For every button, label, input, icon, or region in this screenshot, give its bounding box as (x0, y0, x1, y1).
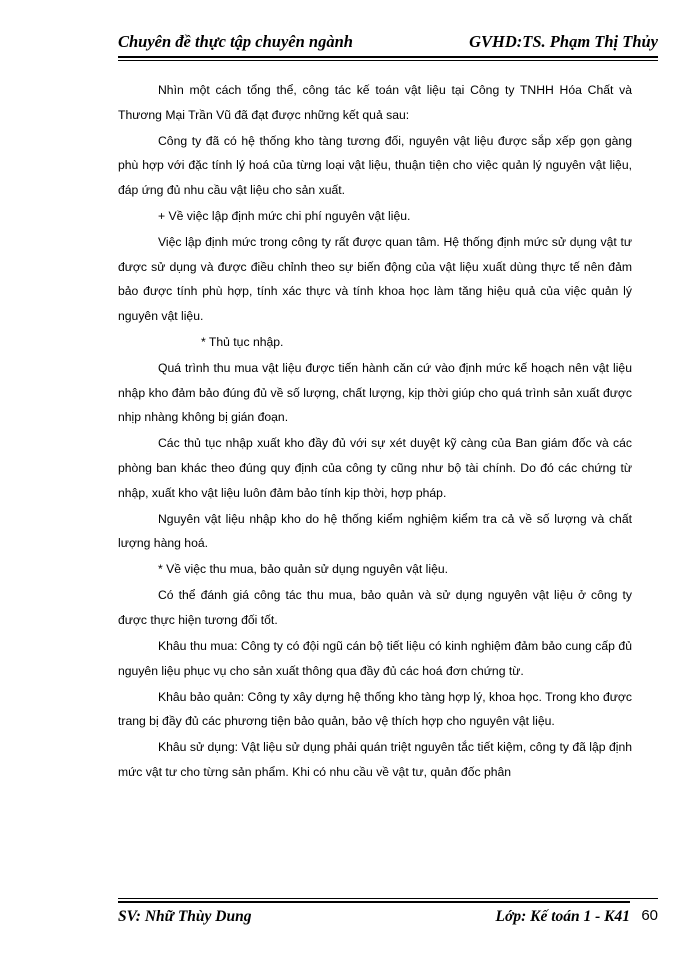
footer-student: SV: Nhữ Thùy Dung (118, 908, 252, 925)
document-body (118, 78, 632, 786)
paragraph-usage: Khâu sử dụng: Vật liệu sử dụng phải quán triệt nguyên tắc tiết kiệm, công ty đã lập định mức vật tư cho từng sản phẩm. Khi có nhu cầu về vật tư, quản đốc phân (118, 740, 632, 780)
page-footer (118, 902, 658, 932)
paragraph-purchase-heading: * Về việc thu mua, bảo quản sử dụng nguyên vật liệu. (158, 562, 449, 577)
paragraph-import-heading: * Thủ tục nhập. (201, 334, 284, 349)
page-header (118, 30, 658, 56)
header-supervisor: GVHD:TS. Phạm Thị Thủy (469, 32, 658, 51)
paragraph-warehouse: Công ty đã có hệ thống kho tàng tương đối, nguyên vật liệu được sắp xếp gọn gàng phù hợp với đặc tính lý hoá của từng loại vật liệu, thuận tiện cho việc quản lý nguyên vật liệu, đáp ứng đủ nhu cầu vật liệu cho sản xuất. (118, 133, 632, 197)
header-rule-thick (118, 56, 658, 58)
paragraph-assessment: Có thể đánh giá công tác thu mua, bảo quản và sử dụng nguyên vật liệu ở công ty được thực hiện tương đối tốt. (118, 588, 632, 627)
paragraph-overview: Nhìn một cách tổng thể, công tác kế toán vật liệu tại Công ty TNHH Hóa Chất và Thương Mại Trần Vũ đã đạt được những kết quả sau: (118, 83, 632, 122)
paragraph-inspection: Nguyên vật liệu nhập kho do hệ thống kiểm nghiệm kiểm tra cả về số lượng và chất lượng hàng hoá. (118, 511, 632, 551)
paragraph-procedures: Các thủ tục nhập xuất kho đầy đủ với sự xét duyệt kỹ càng của Ban giám đốc và các phòng ban khác theo đúng quy định của công ty cũng như bộ tài chính. Do đó các chứng từ nhập, xuất kho vật liệu luôn đảm bảo tính kịp thời, hợp pháp. (118, 436, 632, 500)
paragraph-norms-heading: + Về việc lập định mức chi phí nguyên vật liệu. (158, 208, 411, 223)
paragraph-norms: Việc lập định mức trong công ty rất được quan tâm. Hệ thống định mức sử dụng vật tư được sử dụng và được điều chỉnh theo sự biến động của vật liệu xuất dùng thực tế nên đảm bảo được tính phù hợp, tính xác thực và tính khoa học làm tăng hiệu quả của việc quản lý nguyên vật liệu. (118, 235, 632, 323)
paragraph-storage: Khâu bảo quản: Công ty xây dựng hệ thống kho tàng hợp lý, khoa học. Trong kho được trang bị đầy đủ các phương tiện bảo quản, bảo vệ thích hợp cho nguyên vật liệu. (118, 689, 632, 729)
paragraph-purchasing: Khâu thu mua: Công ty có đội ngũ cán bộ tiết liệu có kinh nghiệm đảm bảo cung cấp đủ nguyên liệu phục vụ cho sản xuất thông qua đầy đủ các hoá đơn chứng từ. (118, 639, 632, 678)
paragraph-purchasing-process: Quá trình thu mua vật liệu được tiến hành căn cứ vào định mức kế hoạch nên vật liệu nhập kho đảm bảo đúng đủ về số lượng, chất lượng, kịp thời giúp cho quá trình sản xuất được nhịp nhàng không bị gián đoạn. (118, 361, 632, 425)
footer-class: Lớp: Kế toán 1 - K41 (495, 908, 630, 925)
header-topic: Chuyên đề thực tập chuyên ngành (118, 32, 353, 51)
page-number: 60 (641, 907, 658, 924)
footer-rule-thin (118, 898, 658, 899)
header-rule-thin (118, 60, 658, 61)
